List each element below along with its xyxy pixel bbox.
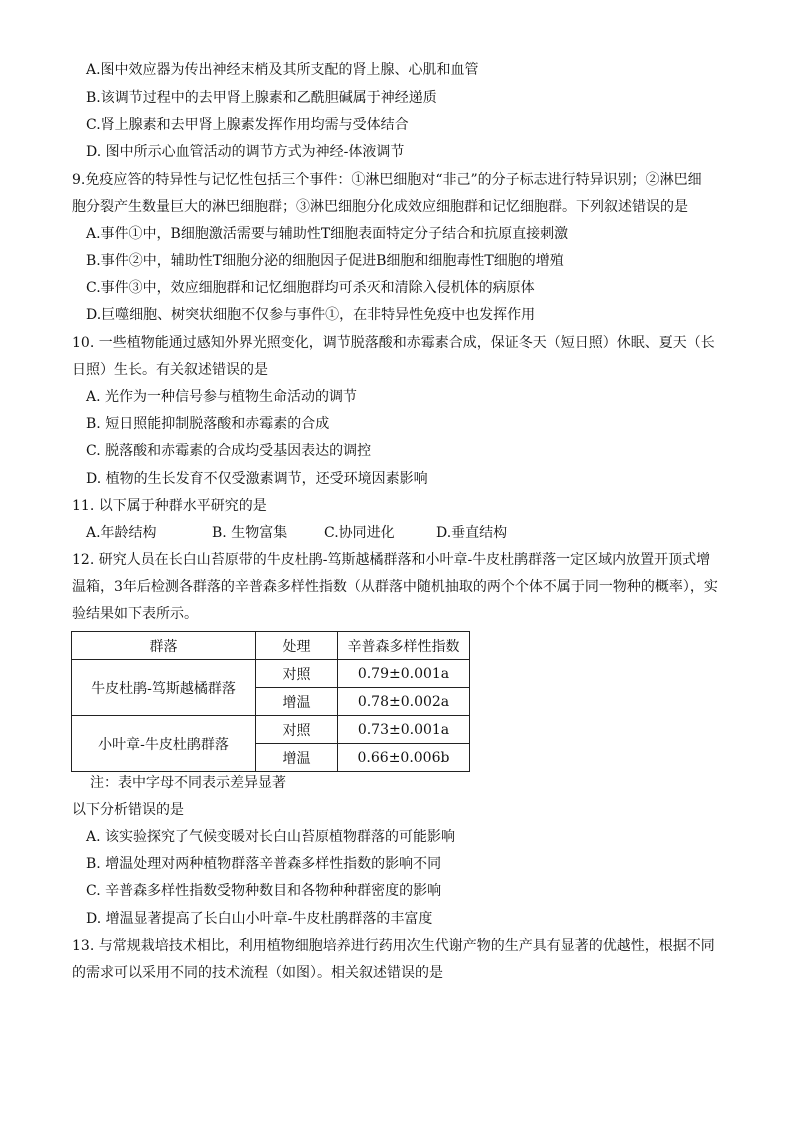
q8-option-a: A.图中效应器为传出神经末梢及其所支配的肾上腺、心肌和血管 xyxy=(86,62,479,78)
treatment-cell: 对照 xyxy=(256,716,338,744)
treatment-cell: 增温 xyxy=(256,744,338,772)
index-cell: 0.66±0.006b xyxy=(338,744,470,772)
index-cell: 0.73±0.001a xyxy=(338,716,470,744)
q8-option-d: D. 图中所示心血管活动的调节方式为神经-体液调节 xyxy=(86,144,405,160)
q8-option-c: C.肾上腺素和去甲肾上腺素发挥作用均需与受体结合 xyxy=(86,117,409,133)
q12-option-c: C. 辛普森多样性指数受物种数目和各物种种群密度的影响 xyxy=(86,883,442,899)
q12-stem-line3: 验结果如下表所示。 xyxy=(72,606,198,622)
community-cell: 牛皮杜鹃-笃斯越橘群落 xyxy=(72,660,256,716)
q9-stem-line2: 胞分裂产生数量巨大的淋巴细胞群；③淋巴细胞分化成效应细胞群和记忆细胞群。下列叙述错误的是 xyxy=(72,199,688,215)
q11-option-c: C.协同进化 xyxy=(324,525,395,541)
q10-stem-line2: 日照）生长。有关叙述错误的是 xyxy=(72,362,268,378)
q9-stem-line1: 9.免疫应答的特异性与记忆性包括三个事件：①淋巴细胞对“非己”的分子标志进行特异识别；②淋巴细 xyxy=(72,172,702,188)
q11-stem: 11. 以下属于种群水平研究的是 xyxy=(72,498,267,514)
q9-option-d: D.巨噬细胞、树突状细胞不仅参与事件①，在非特异性免疫中也发挥作用 xyxy=(86,307,536,323)
header-community: 群落 xyxy=(72,632,256,660)
q12-stem-line1: 12. 研究人员在长白山苔原带的牛皮杜鹃-笃斯越橘群落和小叶章-牛皮杜鹃群落一定区域内放置开顶式增 xyxy=(72,552,711,568)
index-cell: 0.78±0.002a xyxy=(338,688,470,716)
q10-option-b: B. 短日照能抑制脱落酸和赤霉素的合成 xyxy=(86,416,330,432)
q12-stem-line2: 温箱，3年后检测各群落的辛普森多样性指数（从群落中随机抽取的两个个体不属于同一物种的概率），实 xyxy=(72,579,718,595)
index-cell: 0.79±0.001a xyxy=(338,660,470,688)
header-simpson-index: 辛普森多样性指数 xyxy=(338,632,470,660)
q11-option-d: D.垂直结构 xyxy=(436,525,508,541)
q10-option-a: A. 光作为一种信号参与植物生命活动的调节 xyxy=(86,389,358,405)
q9-option-b: B.事件②中，辅助性T细胞分泌的细胞因子促进B细胞和细胞毒性T细胞的增殖 xyxy=(86,253,564,269)
results-table xyxy=(71,631,470,772)
q12-option-a: A. 该实验探究了气候变暖对长白山苔原植物群落的可能影响 xyxy=(86,829,456,845)
q11-option-b: B. 生物富集 xyxy=(212,525,288,541)
table-note: 注：表中字母不同表示差异显著 xyxy=(90,775,286,791)
community-cell: 小叶章-牛皮杜鹃群落 xyxy=(72,716,256,772)
q9-option-a: A.事件①中，B细胞激活需要与辅助性T细胞表面特定分子结合和抗原直接刺激 xyxy=(86,226,569,242)
q10-option-d: D. 植物的生长发育不仅受激素调节，还受环境因素影响 xyxy=(86,471,428,487)
q10-stem-line1: 10. 一些植物能通过感知外界光照变化，调节脱落酸和赤霉素合成，保证冬天（短日照）休眠、夏天（长 xyxy=(72,335,715,351)
header-treatment: 处理 xyxy=(256,632,338,660)
table-header-row xyxy=(72,632,470,660)
treatment-cell: 增温 xyxy=(256,688,338,716)
q9-option-c: C.事件③中，效应细胞群和记忆细胞群均可杀灭和清除入侵机体的病原体 xyxy=(86,280,535,296)
q13-stem-line2: 的需求可以采用不同的技术流程（如图）。相关叙述错误的是 xyxy=(72,965,443,981)
treatment-cell: 对照 xyxy=(256,660,338,688)
q13-stem-line1: 13. 与常规栽培技术相比，利用植物细胞培养进行药用次生代谢产物的生产具有显著的优越性，根据不同 xyxy=(72,938,715,954)
q12-lead: 以下分析错误的是 xyxy=(72,802,184,818)
q12-option-d: D. 增温显著提高了长白山小叶章-牛皮杜鹃群落的丰富度 xyxy=(86,911,433,927)
q11-option-a: A.年龄结构 xyxy=(86,525,157,541)
q12-option-b: B. 增温处理对两种植物群落辛普森多样性指数的影响不同 xyxy=(86,856,442,872)
table-row xyxy=(72,716,470,744)
q8-option-b: B.该调节过程中的去甲肾上腺素和乙酰胆碱属于神经递质 xyxy=(86,90,437,106)
q10-option-c: C. 脱落酸和赤霉素的合成均受基因表达的调控 xyxy=(86,443,372,459)
table-row xyxy=(72,660,470,688)
